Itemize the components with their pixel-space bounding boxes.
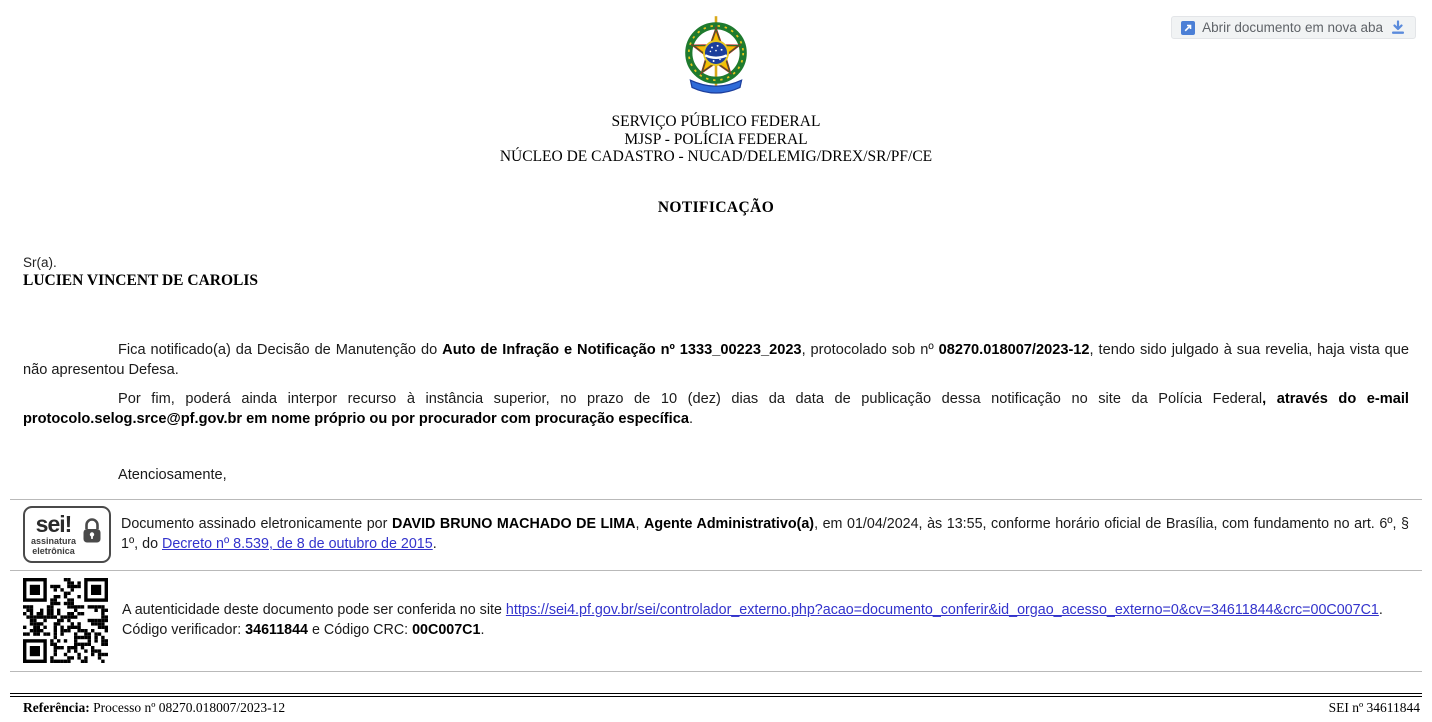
footer-double-rule bbox=[10, 693, 1422, 697]
sei-logo-text: sei! bbox=[35, 510, 72, 537]
decree-link[interactable]: Decreto nº 8.539, de 8 de outubro de 2015 bbox=[162, 536, 433, 552]
p2-text-1: Por fim, poderá ainda interpor recurso à instância superior, no prazo de 10 (dez) dias da data de publicação dessa notificação no site da Polícia Federal bbox=[118, 390, 1263, 407]
letterhead-line-2: MJSP - POLÍCIA FEDERAL bbox=[624, 130, 808, 148]
authenticity-text bbox=[122, 600, 1409, 640]
letterhead-line-1: SERVIÇO PÚBLICO FEDERAL bbox=[611, 113, 821, 130]
verifier-label: Código verificador: bbox=[122, 622, 246, 638]
brazil-coat-of-arms bbox=[676, 13, 756, 105]
reference-label: Referência: bbox=[23, 699, 90, 715]
sei-signature-logo bbox=[23, 506, 111, 563]
sig-text-2: , em 01/04/2024, às 13:55, conforme horário oficial de Brasília, com fundamento no art. 6º, § 1º, do bbox=[121, 516, 1409, 552]
document-page bbox=[0, 13, 1432, 722]
sig-text-1: Documento assinado eletronicamente por bbox=[121, 516, 392, 532]
p1-bold-infraction-number: Auto de Infração e Notificação nº 1333_00223_2023 bbox=[442, 341, 802, 358]
auth-text-2: . bbox=[1378, 602, 1383, 618]
footer-sei-number: SEI nº 34611844 bbox=[1328, 699, 1420, 715]
signature-block bbox=[23, 500, 1409, 570]
download-icon[interactable] bbox=[1390, 20, 1406, 35]
auth-text-1: A autenticidade deste documento pode ser conferida no site bbox=[122, 602, 506, 618]
signer-name: DAVID BRUNO MACHADO DE LIMA bbox=[391, 516, 636, 532]
padlock-icon bbox=[81, 518, 103, 550]
open-in-new-tab-label: Abrir documento em nova aba bbox=[1202, 20, 1383, 35]
sig-text-3: . bbox=[432, 536, 437, 552]
p1-text-3: , tendo sido julgado à sua revelia, haja vista que não apresentou Defesa. bbox=[23, 341, 1409, 378]
external-link-icon bbox=[1181, 21, 1195, 35]
sig-sep: , bbox=[635, 516, 645, 532]
p2-text-2: . bbox=[688, 410, 693, 427]
addressee-name: LUCIEN VINCENT DE CAROLIS bbox=[23, 271, 258, 289]
document-title: NOTIFICAÇÃO bbox=[657, 198, 775, 216]
paragraph-2 bbox=[23, 389, 1409, 429]
closing-text: Atenciosamente, bbox=[118, 466, 227, 483]
authenticity-block bbox=[23, 571, 1409, 671]
addressee-block bbox=[23, 255, 1409, 290]
addressee-salutation: Sr(a). bbox=[23, 254, 57, 270]
authenticity-line-2 bbox=[122, 620, 1409, 640]
crc-code: 00C007C1 bbox=[412, 622, 481, 638]
document-body bbox=[23, 340, 1409, 485]
paragraph-1 bbox=[23, 340, 1409, 380]
verification-url-link[interactable]: https://sei4.pf.gov.br/sei/controlador_externo.php?acao=documento_conferir&id_orgao_acesso_externo=0&cv=34611844&crc=00C007C1 bbox=[505, 602, 1379, 618]
letterhead bbox=[0, 113, 1432, 166]
crc-label: e Código CRC: bbox=[308, 622, 413, 638]
p2-bold-email: , através do e-mail protocolo.selog.srce@pf.gov.br em nome próprio ou por procurador com procuração específica bbox=[23, 390, 1409, 427]
sei-logo-sub-2: eletrônica bbox=[32, 545, 75, 556]
p1-text-1: Fica notificado(a) da Decisão de Manutenção do bbox=[118, 341, 443, 358]
signer-role: Agente Administrativo(a) bbox=[644, 516, 815, 532]
reference-value: Processo nº 08270.018007/2023-12 bbox=[93, 699, 286, 715]
p1-text-2: , protocolado sob nº bbox=[801, 341, 939, 358]
signature-text bbox=[121, 514, 1409, 554]
sei-logo-sub-1: assinatura bbox=[30, 535, 77, 546]
open-in-new-tab-button[interactable] bbox=[1171, 16, 1416, 39]
letterhead-line-3: NÚCLEO DE CADASTRO - NUCAD/DELEMIG/DREX/SR/PF/CE bbox=[499, 148, 933, 165]
auth-text-3: . bbox=[480, 622, 485, 638]
verifier-code: 34611844 bbox=[245, 622, 308, 638]
footer bbox=[23, 700, 1420, 716]
authenticity-line-1 bbox=[122, 600, 1409, 620]
footer-reference bbox=[23, 700, 285, 716]
divider-3 bbox=[10, 671, 1422, 672]
qr-code bbox=[23, 578, 108, 663]
p1-bold-process-number: 08270.018007/2023-12 bbox=[938, 341, 1090, 358]
